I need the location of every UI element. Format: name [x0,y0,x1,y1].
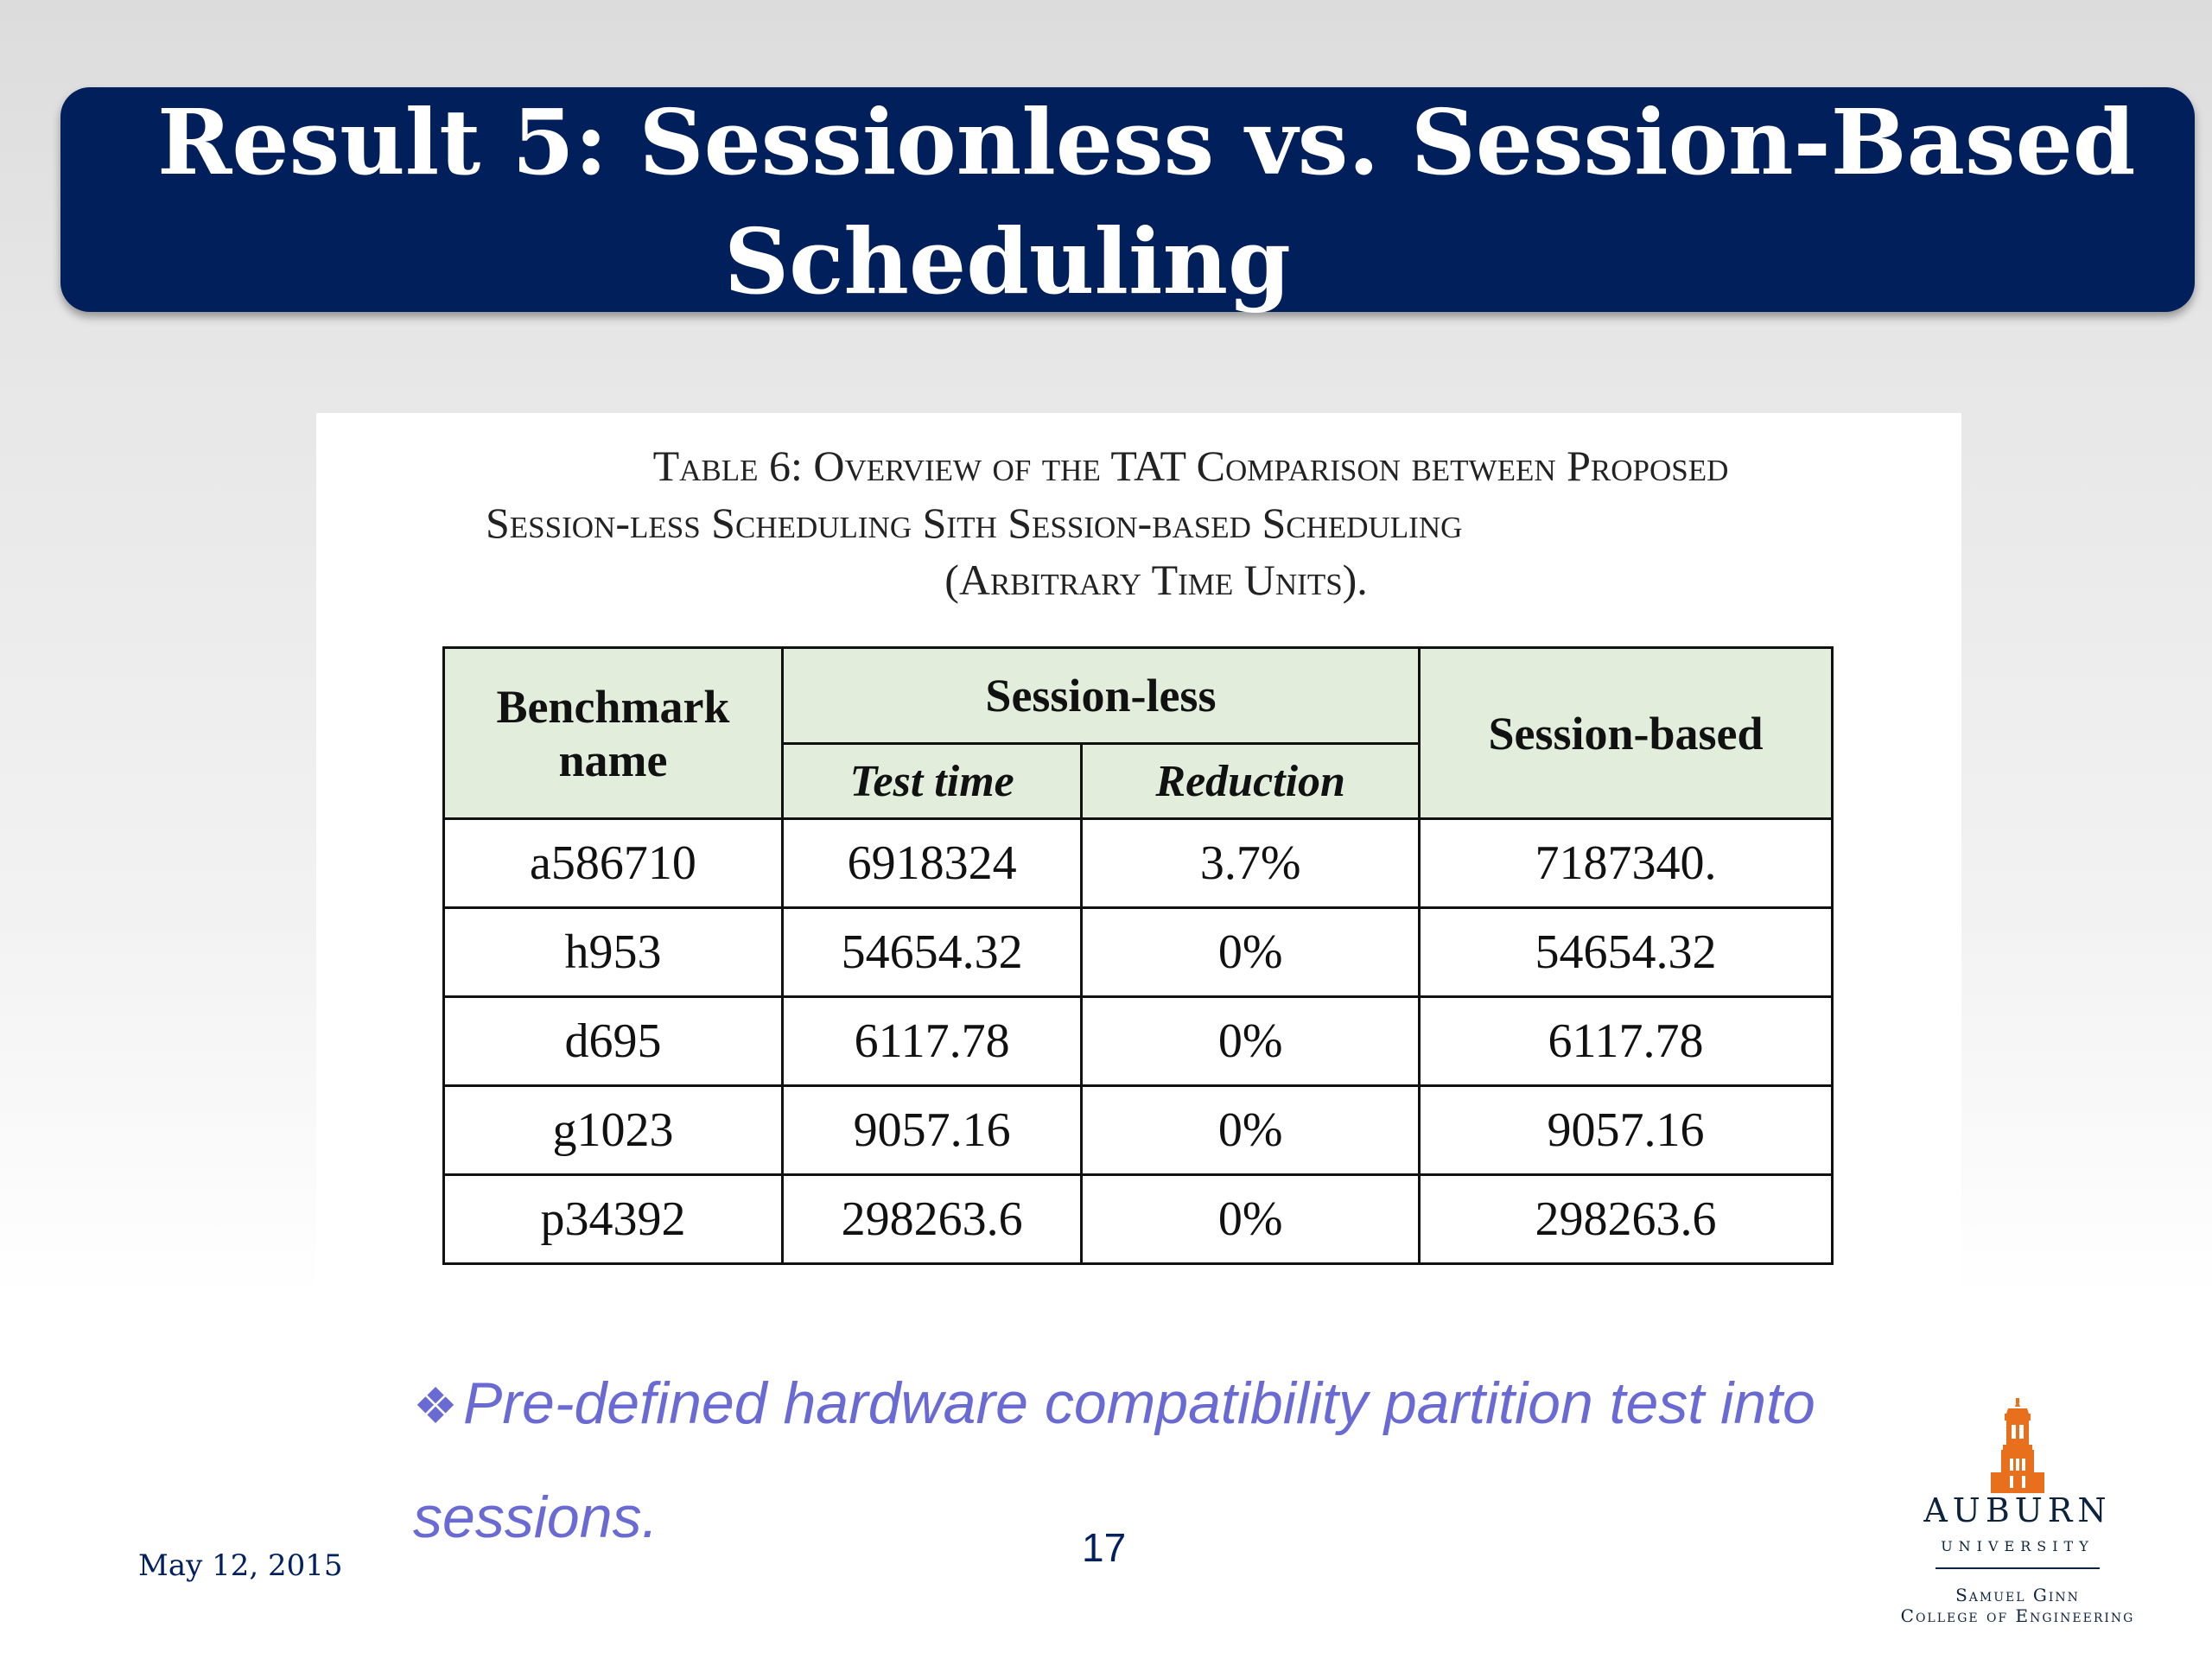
page-number: 17 [1082,1525,1127,1570]
header-test-time: Test time [782,744,1082,819]
cell-session-based: 7187340. [1419,819,1832,908]
slide-title-line1: Result 5: Sessionless vs. Session-Based [157,89,2136,195]
cell-benchmark-name: a586710 [444,819,783,908]
table-row [444,908,1833,997]
table-caption [316,437,1961,608]
header-benchmark-line1: Benchmark [496,680,730,733]
samford-tower-icon [1982,1398,2053,1495]
cell-test-time: 298263.6 [782,1175,1082,1264]
cell-reduction: 0% [1082,1086,1420,1175]
logo-college-line2: College of Engineering [1900,1605,2135,1626]
cell-session-based: 298263.6 [1419,1175,1832,1264]
table-row [444,1175,1833,1264]
cell-benchmark-name: g1023 [444,1086,783,1175]
cell-test-time: 6918324 [782,819,1082,908]
slide-title-line2: Scheduling [724,208,1291,315]
cell-benchmark-name: h953 [444,908,783,997]
cell-session-based: 9057.16 [1419,1086,1832,1175]
cell-reduction: 0% [1082,997,1420,1086]
cell-benchmark-name: p34392 [444,1175,783,1264]
cell-benchmark-name: d695 [444,997,783,1086]
bullet-point [413,1348,1951,1573]
cell-test-time: 9057.16 [782,1086,1082,1175]
caption-line1: Table 6: Overview of the TAT Comparison between Proposed [652,442,1729,490]
table-row [444,1086,1833,1175]
caption-line3: (Arbitrary Time Units). [944,556,1368,604]
header-session-based: Session-based [1419,648,1832,819]
header-reduction: Reduction [1082,744,1420,819]
table-row [444,997,1833,1086]
cell-test-time: 54654.32 [782,908,1082,997]
cell-reduction: 3.7% [1082,819,1420,908]
tat-comparison-table [442,646,1834,1265]
auburn-logo [1875,1398,2160,1624]
header-benchmark-line2: name [558,734,668,786]
logo-auburn-wordmark: AUBURN [1923,1491,2112,1529]
caption-line2: Session-less Scheduling Sith Session-based Scheduling [486,499,1463,547]
cell-test-time: 6117.78 [782,997,1082,1086]
four-diamond-bullet-icon: ❖ [413,1378,458,1434]
table-image-panel [316,413,1961,1313]
title-bar [60,87,2195,315]
logo-divider [1936,1567,2100,1569]
header-session-less: Session-less [782,648,1419,744]
cell-reduction: 0% [1082,1175,1420,1264]
cell-reduction: 0% [1082,908,1420,997]
table-row [444,819,1833,908]
cell-session-based: 6117.78 [1419,997,1832,1086]
header-benchmark-name [444,648,783,819]
logo-university: UNIVERSITY [1941,1538,2094,1554]
logo-college-line1: Samuel Ginn [1955,1585,2080,1605]
cell-session-based: 54654.32 [1419,908,1832,997]
bullet-text: Pre-defined hardware compatibility partition test into sessions. [413,1370,1815,1550]
slide-date: May 12, 2015 [138,1548,343,1583]
